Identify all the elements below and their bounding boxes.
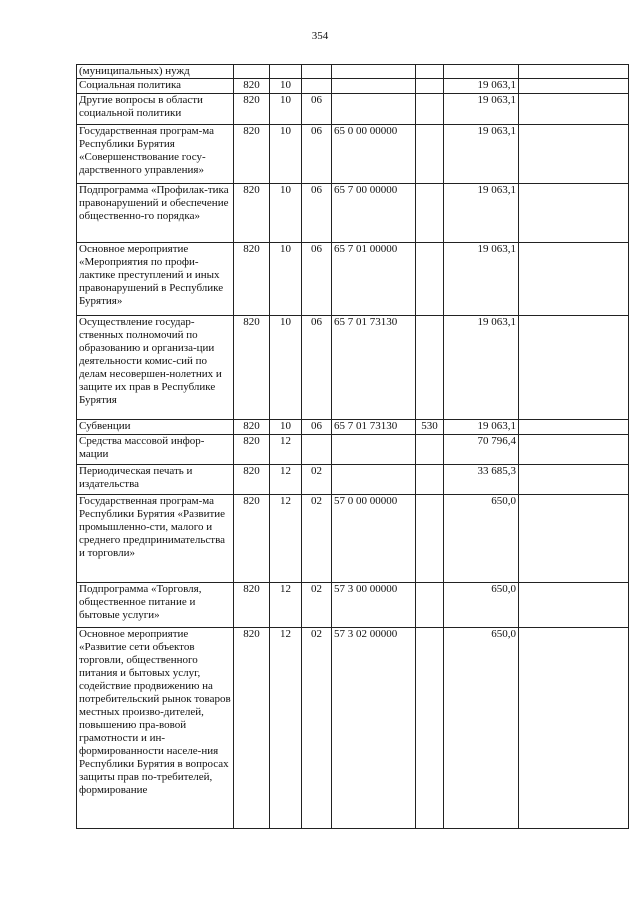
row-vr-cell	[416, 79, 444, 94]
row-gr-cell: 820	[234, 628, 270, 829]
row-extra-cell	[519, 495, 629, 583]
row-gr-cell: 820	[234, 583, 270, 628]
row-name-cell: Подпрограмма «Профилак-тика правонарушений и обеспечение общественно-го порядка»	[77, 184, 234, 243]
row-sum-cell: 19 063,1	[444, 243, 519, 316]
row-vr-cell	[416, 435, 444, 465]
row-gr-cell: 820	[234, 94, 270, 125]
row-name-cell: Подпрограмма «Торговля, общественное питание и бытовые услуги»	[77, 583, 234, 628]
row-vr-cell	[416, 184, 444, 243]
row-vr-cell	[416, 316, 444, 420]
row-gr-cell: 820	[234, 316, 270, 420]
row-rz-cell: 12	[270, 465, 302, 495]
row-name-cell: Осуществление государ-ственных полномочий по образованию и организа-ции деятельности комис-сий по делам несовершен-нолетних и защите их прав в Республике Бурятия	[77, 316, 234, 420]
table-row	[77, 420, 629, 435]
row-pr-cell: 06	[302, 184, 332, 243]
row-sum-cell: 19 063,1	[444, 316, 519, 420]
row-tsr-cell: 65 0 00 00000	[332, 125, 416, 184]
row-pr-cell	[302, 79, 332, 94]
row-sum-cell: 650,0	[444, 628, 519, 829]
row-rz-cell: 12	[270, 628, 302, 829]
row-name-cell: Другие вопросы в области социальной политики	[77, 94, 234, 125]
row-name-cell: Государственная програм-ма Республики Бурятия «Совершенствование госу-дарственного управления»	[77, 125, 234, 184]
row-extra-cell	[519, 316, 629, 420]
table-row	[77, 435, 629, 465]
table-row	[77, 495, 629, 583]
row-vr-cell: 530	[416, 420, 444, 435]
row-name-cell: Периодическая печать и издательства	[77, 465, 234, 495]
row-rz-cell: 12	[270, 495, 302, 583]
row-sum-cell: 70 796,4	[444, 435, 519, 465]
row-gr-cell: 820	[234, 420, 270, 435]
row-extra-cell	[519, 184, 629, 243]
row-name-cell: Субвенции	[77, 420, 234, 435]
row-gr-cell: 820	[234, 495, 270, 583]
row-vr-cell	[416, 243, 444, 316]
row-rz-cell: 10	[270, 243, 302, 316]
row-gr-cell: 820	[234, 125, 270, 184]
row-vr-cell	[416, 65, 444, 79]
table-row	[77, 465, 629, 495]
row-tsr-cell	[332, 465, 416, 495]
row-tsr-cell: 65 7 01 73130	[332, 316, 416, 420]
row-pr-cell: 02	[302, 628, 332, 829]
table-body	[77, 65, 629, 829]
row-name-cell: Социальная политика	[77, 79, 234, 94]
row-rz-cell: 10	[270, 420, 302, 435]
row-tsr-cell: 65 7 00 00000	[332, 184, 416, 243]
row-name-cell: Основное мероприятие «Мероприятия по профи-лактике преступлений и иных правонарушений в Республике Бурятия»	[77, 243, 234, 316]
row-sum-cell: 650,0	[444, 583, 519, 628]
row-pr-cell: 06	[302, 243, 332, 316]
row-vr-cell	[416, 94, 444, 125]
row-pr-cell: 06	[302, 94, 332, 125]
row-gr-cell: 820	[234, 465, 270, 495]
row-vr-cell	[416, 628, 444, 829]
row-pr-cell: 02	[302, 465, 332, 495]
row-sum-cell: 19 063,1	[444, 79, 519, 94]
row-tsr-cell: 65 7 01 73130	[332, 420, 416, 435]
row-name-cell: Основное мероприятие «Развитие сети объектов торговли, общественного питания и бытовых услуг, содействие продвижению на потребительский рынок товаров местных произво-дителей, повышению пра-вовой грамотности и ин-формированности населе-ния Республики Бурятия в вопросах защиты прав по-требителей, формирование	[77, 628, 234, 829]
table-row	[77, 79, 629, 94]
row-tsr-cell	[332, 94, 416, 125]
row-tsr-cell	[332, 79, 416, 94]
row-gr-cell: 820	[234, 184, 270, 243]
row-extra-cell	[519, 465, 629, 495]
row-pr-cell: 06	[302, 420, 332, 435]
row-rz-cell: 10	[270, 125, 302, 184]
row-sum-cell: 650,0	[444, 495, 519, 583]
row-tsr-cell: 65 7 01 00000	[332, 243, 416, 316]
row-extra-cell	[519, 243, 629, 316]
row-sum-cell: 19 063,1	[444, 420, 519, 435]
table-row	[77, 184, 629, 243]
budget-table	[76, 64, 629, 829]
row-pr-cell	[302, 435, 332, 465]
table-row	[77, 65, 629, 79]
row-rz-cell: 10	[270, 79, 302, 94]
row-rz-cell: 12	[270, 583, 302, 628]
row-pr-cell: 02	[302, 583, 332, 628]
row-gr-cell: 820	[234, 435, 270, 465]
row-extra-cell	[519, 79, 629, 94]
row-name-cell: Средства массовой инфор-мации	[77, 435, 234, 465]
row-extra-cell	[519, 65, 629, 79]
row-vr-cell	[416, 125, 444, 184]
row-vr-cell	[416, 583, 444, 628]
row-vr-cell	[416, 495, 444, 583]
row-sum-cell: 33 685,3	[444, 465, 519, 495]
row-pr-cell	[302, 65, 332, 79]
page-number: 354	[311, 30, 329, 42]
row-gr-cell	[234, 65, 270, 79]
table-row	[77, 628, 629, 829]
row-sum-cell	[444, 65, 519, 79]
row-rz-cell: 10	[270, 184, 302, 243]
row-extra-cell	[519, 420, 629, 435]
row-gr-cell: 820	[234, 243, 270, 316]
table-row	[77, 243, 629, 316]
table-row	[77, 94, 629, 125]
row-name-cell: Государственная програм-ма Республики Бурятия «Развитие промышленно-сти, малого и среднего предпринимательства и торговли»	[77, 495, 234, 583]
table-row	[77, 125, 629, 184]
row-pr-cell: 02	[302, 495, 332, 583]
row-vr-cell	[416, 465, 444, 495]
row-name-cell: (муниципальных) нужд	[77, 65, 234, 79]
row-extra-cell	[519, 125, 629, 184]
table-row	[77, 583, 629, 628]
row-sum-cell: 19 063,1	[444, 184, 519, 243]
row-extra-cell	[519, 628, 629, 829]
row-extra-cell	[519, 583, 629, 628]
row-pr-cell: 06	[302, 125, 332, 184]
row-gr-cell: 820	[234, 79, 270, 94]
row-extra-cell	[519, 94, 629, 125]
row-tsr-cell	[332, 65, 416, 79]
table-row	[77, 316, 629, 420]
row-tsr-cell: 57 0 00 00000	[332, 495, 416, 583]
row-tsr-cell	[332, 435, 416, 465]
row-sum-cell: 19 063,1	[444, 94, 519, 125]
row-rz-cell: 10	[270, 316, 302, 420]
row-extra-cell	[519, 435, 629, 465]
row-rz-cell: 10	[270, 94, 302, 125]
row-tsr-cell: 57 3 02 00000	[332, 628, 416, 829]
row-sum-cell: 19 063,1	[444, 125, 519, 184]
row-tsr-cell: 57 3 00 00000	[332, 583, 416, 628]
row-rz-cell	[270, 65, 302, 79]
row-rz-cell: 12	[270, 435, 302, 465]
row-pr-cell: 06	[302, 316, 332, 420]
